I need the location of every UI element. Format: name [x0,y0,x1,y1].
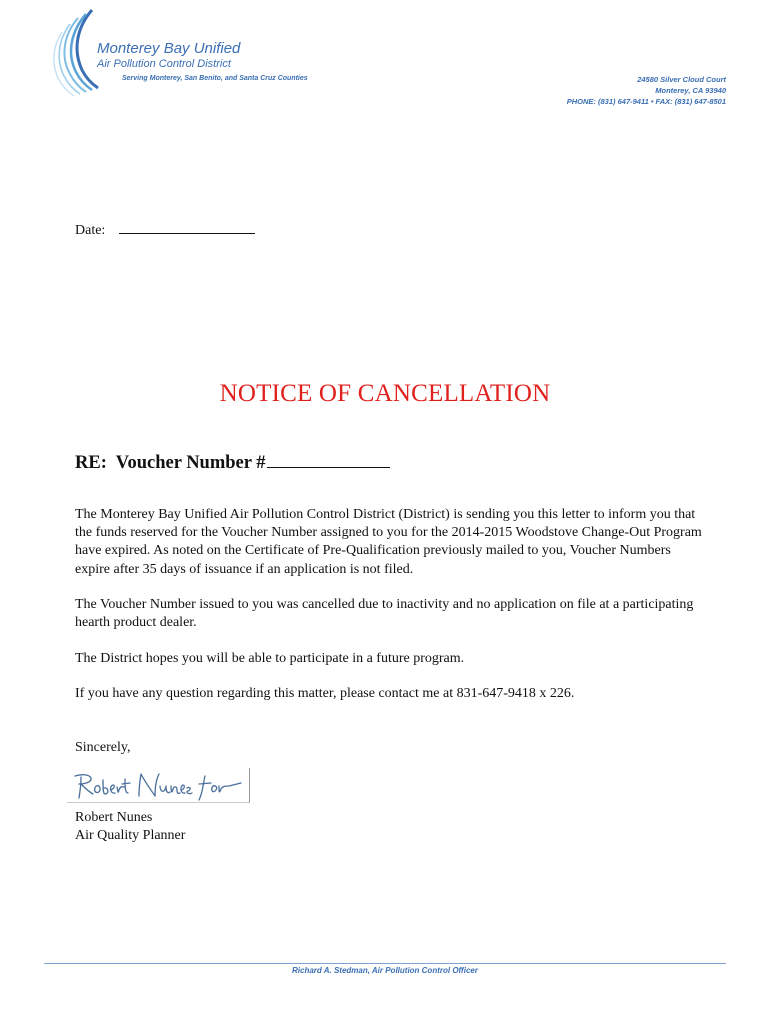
date-label: Date: [75,223,106,238]
body-paragraph: The Monterey Bay Unified Air Pollution Control District (District) is sending you this letter to inform you that the funds reserved for the Voucher Number assigned to you for the 2014-2015 Woodstove Change-Out Program have expired. As noted on the Certificate of Pre-Qualification previously mailed to you, Voucher Numbers expire after 35 days of issuance if an application is not filed. [75,507,702,577]
voucher-blank-line [267,449,390,468]
address-city: Monterey, CA 93940 [655,86,726,95]
handwritten-signature-icon [67,768,249,802]
address-phone-fax: PHONE: (831) 647-9411 • FAX: (831) 647-8501 [566,97,726,106]
footer-divider [44,963,726,964]
notice-title: NOTICE OF CANCELLATION [219,380,551,407]
org-subtitle: Air Pollution Control District [97,58,231,70]
body-paragraph: The Voucher Number issued to you was cancelled due to inactivity and no application on file at a participating hearth product dealer. [75,597,694,631]
org-name: Monterey Bay Unified [97,40,241,57]
signature [67,768,250,803]
signer-title: Air Quality Planner [75,828,186,843]
signer-name: Robert Nunes [75,810,153,825]
body-paragraph: The District hopes you will be able to participate in a future program. [75,651,465,666]
org-serving-counties: Serving Monterey, San Benito, and Santa Cruz Counties [122,75,308,82]
closing: Sincerely, [75,740,131,755]
date-row [75,219,255,239]
footer-officer: Richard A. Stedman, Air Pollution Control Officer [292,966,478,975]
address-street: 24580 Silver Cloud Court [637,75,726,84]
date-blank-line [119,219,255,234]
body-paragraph: If you have any question regarding this matter, please contact me at 831-647-9418 x 226. [75,686,575,701]
re-row [75,449,390,474]
re-label: RE: Voucher Number # [75,453,266,473]
